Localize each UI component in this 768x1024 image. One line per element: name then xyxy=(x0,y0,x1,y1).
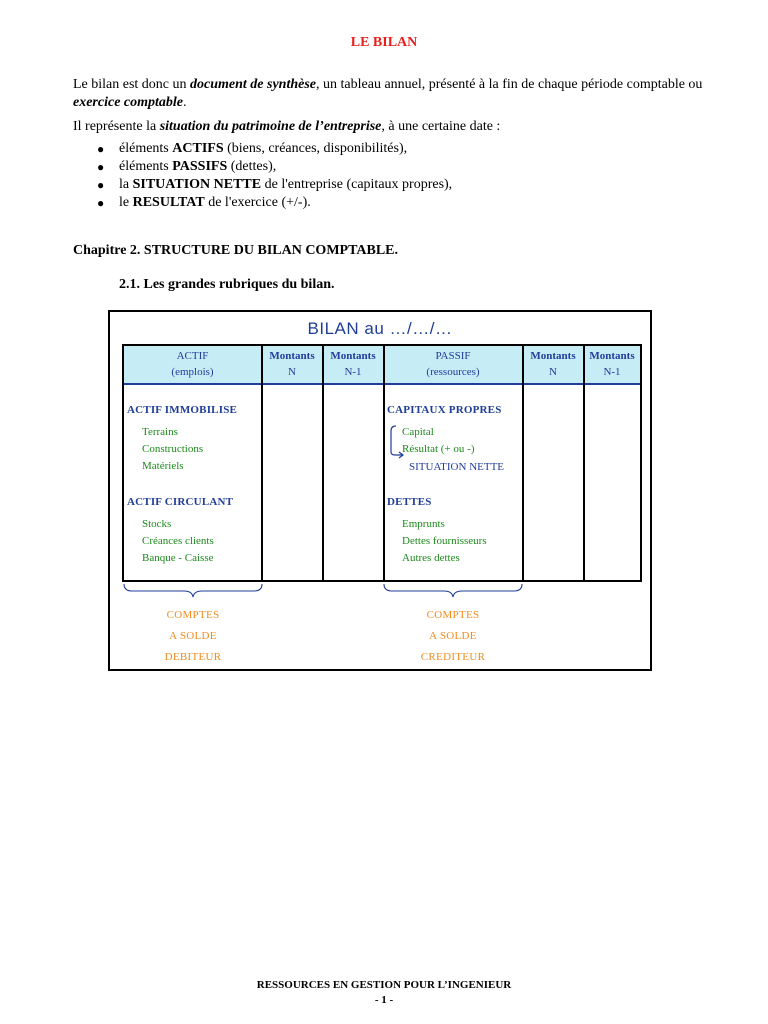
header-label: Montants xyxy=(269,350,315,362)
list-item xyxy=(73,176,452,194)
list-item: Banque - Caisse xyxy=(142,552,214,564)
intro-emphasis: document de synthèse xyxy=(190,77,317,92)
intro-text: Le bilan est donc un xyxy=(73,77,191,92)
intro-emphasis: situation du patrimoine de l’entreprise xyxy=(159,119,382,134)
bullet-icon: ● xyxy=(97,178,105,192)
column-divider xyxy=(322,346,324,580)
list-item: Créances clients xyxy=(142,535,214,547)
bullet-text: le xyxy=(119,195,133,210)
bullet-text: (biens, créances, disponibilités), xyxy=(223,141,408,156)
header-actif xyxy=(124,348,261,380)
header-montants-n xyxy=(262,348,322,380)
bullet-icon: ● xyxy=(97,196,105,210)
right-account-label xyxy=(382,605,524,668)
header-sublabel: N-1 xyxy=(603,366,621,378)
bullet-text: éléments xyxy=(119,141,173,156)
left-account-label xyxy=(122,605,264,668)
intro-text: . xyxy=(183,95,187,110)
list-item: Terrains xyxy=(142,426,178,438)
bullet-keyword: SITUATION NETTE xyxy=(132,177,262,192)
bilan-table xyxy=(122,344,642,582)
header-sublabel: (emplois) xyxy=(171,366,214,378)
account-line: COMPTES xyxy=(166,609,220,621)
column-divider xyxy=(583,346,585,580)
bilan-figure xyxy=(108,310,652,671)
account-line: A SOLDE xyxy=(429,630,477,642)
account-line: A SOLDE xyxy=(169,630,217,642)
header-sublabel: N xyxy=(288,366,296,378)
account-line: DEBITEUR xyxy=(164,651,222,663)
actif-circulant-label: ACTIF CIRCULANT xyxy=(127,496,234,508)
list-item: Matériels xyxy=(142,460,184,472)
intro-emphasis: exercice comptable xyxy=(73,95,184,110)
bullet-text: de l'exercice (+/-). xyxy=(204,195,311,210)
intro-paragraph-2 xyxy=(73,118,703,136)
list-item: Dettes fournisseurs xyxy=(402,535,487,547)
bullet-text: de l'entreprise (capitaux propres), xyxy=(261,177,453,192)
bullet-keyword: PASSIFS xyxy=(172,159,228,174)
header-montants-n-passif xyxy=(523,348,583,380)
chapter-heading: Chapitre 2. STRUCTURE DU BILAN COMPTABLE. xyxy=(73,243,399,258)
list-item xyxy=(73,140,452,158)
account-line: CREDITEUR xyxy=(420,651,486,663)
list-item: Autres dettes xyxy=(402,552,460,564)
header-label: Montants xyxy=(530,350,576,362)
header-label: ACTIF xyxy=(176,350,209,362)
figure-title: BILAN au …/…/… xyxy=(307,319,453,338)
situation-nette-label: SITUATION NETTE xyxy=(409,461,505,473)
list-item: Capital xyxy=(402,426,434,438)
intro-text: Il représente la xyxy=(73,119,160,134)
header-montants-n1 xyxy=(323,348,383,380)
bullet-list xyxy=(73,140,452,212)
header-passif xyxy=(384,348,522,380)
actif-immobilise-label: ACTIF IMMOBILISE xyxy=(127,404,238,416)
list-item xyxy=(73,194,452,212)
intro-text: , un tableau annuel, présenté à la fin de chaque période comptable ou xyxy=(316,77,703,92)
column-divider xyxy=(261,346,263,580)
column-divider xyxy=(383,346,385,580)
account-line: COMPTES xyxy=(426,609,480,621)
list-item: Emprunts xyxy=(402,518,445,530)
page-footer xyxy=(0,978,768,1008)
capitaux-propres-label: CAPITAUX PROPRES xyxy=(387,404,502,416)
list-item: Constructions xyxy=(142,443,204,455)
bullet-keyword: RESULTAT xyxy=(132,195,205,210)
bullet-text: (dettes), xyxy=(227,159,277,174)
bullet-keyword: ACTIFS xyxy=(172,141,224,156)
bullet-icon: ● xyxy=(97,160,105,174)
right-brace-icon xyxy=(382,582,524,600)
header-label: PASSIF xyxy=(435,350,471,362)
section-heading: 2.1. Les grandes rubriques du bilan. xyxy=(119,277,335,292)
bullet-text: éléments xyxy=(119,159,173,174)
column-divider xyxy=(522,346,524,580)
left-brace-icon xyxy=(122,582,264,600)
header-label: Montants xyxy=(589,350,635,362)
header-montants-n1-passif xyxy=(584,348,640,380)
page-title: LE BILAN xyxy=(350,35,418,50)
header-label: Montants xyxy=(330,350,376,362)
page-number: - 1 - xyxy=(374,994,394,1006)
footer-title: RESSOURCES EN GESTION POUR L’INGENIEUR xyxy=(256,979,512,991)
dettes-label: DETTES xyxy=(387,496,432,508)
header-sublabel: N xyxy=(549,366,557,378)
list-item: Résultat (+ ou -) xyxy=(402,443,475,455)
list-item: Stocks xyxy=(142,518,172,530)
header-sublabel: N-1 xyxy=(344,366,362,378)
header-sublabel: (ressources) xyxy=(426,366,480,378)
list-item xyxy=(73,158,452,176)
bullet-icon: ● xyxy=(97,142,105,156)
intro-paragraph-1 xyxy=(73,76,703,112)
bullet-text: la xyxy=(119,177,133,192)
intro-text: , à une certaine date : xyxy=(381,119,501,134)
